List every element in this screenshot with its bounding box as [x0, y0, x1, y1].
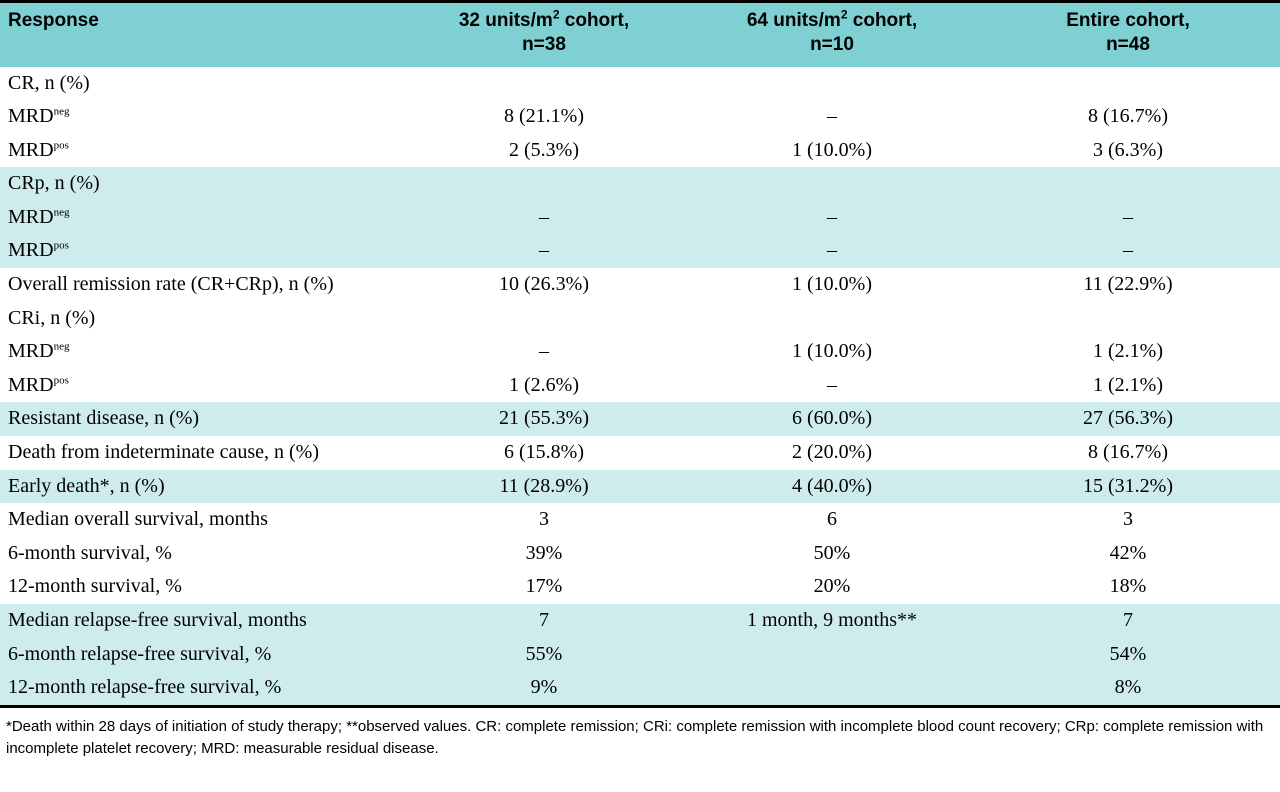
table-row [0, 268, 1280, 302]
row-value: 4 (40.0%) [688, 470, 976, 504]
row-label-superscript: pos [53, 374, 69, 387]
row-label: 12-month relapse-free survival, % [0, 671, 400, 705]
row-label-superscript: neg [53, 340, 70, 353]
row-value: 11 (22.9%) [976, 268, 1280, 302]
row-label: 6-month relapse-free survival, % [0, 638, 400, 672]
table-row [0, 570, 1280, 604]
row-value: 50% [688, 537, 976, 571]
row-value: 6 (15.8%) [400, 436, 688, 470]
row-label: Death from indeterminate cause, n (%) [0, 436, 400, 470]
table-row [0, 369, 1280, 403]
column-header-cohort-64 [688, 3, 976, 67]
row-value: 8 (16.7%) [976, 436, 1280, 470]
row-label-superscript: pos [53, 139, 69, 152]
row-label-text: MRD [8, 138, 54, 161]
column-header-response-label: Response [8, 10, 99, 31]
table-body [0, 67, 1280, 705]
table-row [0, 134, 1280, 168]
row-value: 1 (10.0%) [688, 134, 976, 168]
row-label [0, 234, 400, 268]
row-value [688, 167, 976, 201]
table-row [0, 100, 1280, 134]
table-header-row [0, 3, 1280, 67]
row-value: 27 (56.3%) [976, 402, 1280, 436]
row-value: 3 [400, 503, 688, 537]
row-value: – [400, 335, 688, 369]
table-row [0, 470, 1280, 504]
column-header-cohort-64-n: n=10 [810, 33, 854, 55]
table-row [0, 503, 1280, 537]
row-label: Median overall survival, months [0, 503, 400, 537]
row-value: 3 [976, 503, 1280, 537]
row-value [400, 67, 688, 101]
row-value [976, 302, 1280, 336]
row-value: 1 (2.1%) [976, 335, 1280, 369]
row-value: 1 (2.6%) [400, 369, 688, 403]
row-label-text: MRD [8, 105, 54, 128]
row-value: 54% [976, 638, 1280, 672]
column-header-cohort-64-label: 64 units/$m^2$ cohort, [746, 7, 918, 31]
row-value: 6 (60.0%) [688, 402, 976, 436]
row-label: CRp, n (%) [0, 167, 400, 201]
row-label-superscript: neg [53, 105, 70, 118]
row-value: 9% [400, 671, 688, 705]
row-label: Overall remission rate (CR+CRp), n (%) [0, 268, 400, 302]
row-value: 8% [976, 671, 1280, 705]
column-header-cohort-32-label: 32 units/$m^2$ cohort, [458, 7, 630, 31]
row-value: 15 (31.2%) [976, 470, 1280, 504]
row-label [0, 134, 400, 168]
row-value: 17% [400, 570, 688, 604]
row-value: 39% [400, 537, 688, 571]
row-value [688, 671, 976, 705]
table-header [0, 3, 1280, 67]
row-value: 42% [976, 537, 1280, 571]
row-value [976, 67, 1280, 101]
column-header-cohort-32 [400, 3, 688, 67]
column-header-entire-cohort-label: Entire cohort, [1066, 10, 1190, 31]
row-value [688, 67, 976, 101]
row-value: – [976, 234, 1280, 268]
table-row [0, 402, 1280, 436]
row-label-superscript: neg [53, 206, 70, 219]
row-value [400, 167, 688, 201]
table-row [0, 67, 1280, 101]
row-value: 8 (16.7%) [976, 100, 1280, 134]
table-row [0, 335, 1280, 369]
row-value: 1 (10.0%) [688, 335, 976, 369]
response-outcomes-table [0, 3, 1280, 705]
row-value: 2 (5.3%) [400, 134, 688, 168]
table-row [0, 671, 1280, 705]
table-row [0, 201, 1280, 235]
row-value: – [400, 234, 688, 268]
table-row [0, 302, 1280, 336]
row-label: 6-month survival, % [0, 537, 400, 571]
column-header-cohort-32-n: n=38 [522, 33, 566, 55]
row-label [0, 201, 400, 235]
row-value: – [976, 201, 1280, 235]
row-value [688, 302, 976, 336]
column-header-response [0, 3, 400, 67]
row-value [400, 302, 688, 336]
row-value: 7 [400, 604, 688, 638]
table-row [0, 604, 1280, 638]
column-header-entire-cohort-n: n=48 [1106, 33, 1150, 55]
row-label: Median relapse-free survival, months [0, 604, 400, 638]
row-value: – [688, 369, 976, 403]
row-label-text: MRD [8, 239, 54, 262]
row-value: – [688, 100, 976, 134]
row-value [976, 167, 1280, 201]
row-label: Early death*, n (%) [0, 470, 400, 504]
row-label: CR, n (%) [0, 67, 400, 101]
table-row [0, 537, 1280, 571]
column-header-entire-cohort [976, 3, 1280, 67]
row-label [0, 369, 400, 403]
row-value: 11 (28.9%) [400, 470, 688, 504]
row-value: 55% [400, 638, 688, 672]
table-row [0, 167, 1280, 201]
row-label: CRi, n (%) [0, 302, 400, 336]
row-label-text: MRD [8, 205, 54, 228]
row-value: – [400, 201, 688, 235]
row-value: – [688, 234, 976, 268]
table-footnote: *Death within 28 days of initiation of study therapy; **observed values. CR: complete remission; CRi: complete remission with incomplete blood count recovery; CRp: complete remission with incomplete platelet recovery; MRD: measurable residual disease. [6, 717, 1264, 757]
row-label: Resistant disease, n (%) [0, 402, 400, 436]
row-value: 7 [976, 604, 1280, 638]
row-value: 2 (20.0%) [688, 436, 976, 470]
row-label [0, 100, 400, 134]
row-label: 12-month survival, % [0, 570, 400, 604]
row-value: 18% [976, 570, 1280, 604]
row-value: 3 (6.3%) [976, 134, 1280, 168]
table-row [0, 234, 1280, 268]
row-value: 8 (21.1%) [400, 100, 688, 134]
row-value: 21 (55.3%) [400, 402, 688, 436]
row-value: 10 (26.3%) [400, 268, 688, 302]
row-value: 1 (10.0%) [688, 268, 976, 302]
row-value: – [688, 201, 976, 235]
table-row [0, 436, 1280, 470]
row-label [0, 335, 400, 369]
row-label-superscript: pos [53, 239, 69, 252]
table-row [0, 638, 1280, 672]
row-value: 1 (2.1%) [976, 369, 1280, 403]
row-label-text: MRD [8, 373, 54, 396]
row-value: 20% [688, 570, 976, 604]
row-value [688, 638, 976, 672]
row-value: 1 month, 9 months** [688, 604, 976, 638]
row-value: 6 [688, 503, 976, 537]
row-label-text: MRD [8, 340, 54, 363]
